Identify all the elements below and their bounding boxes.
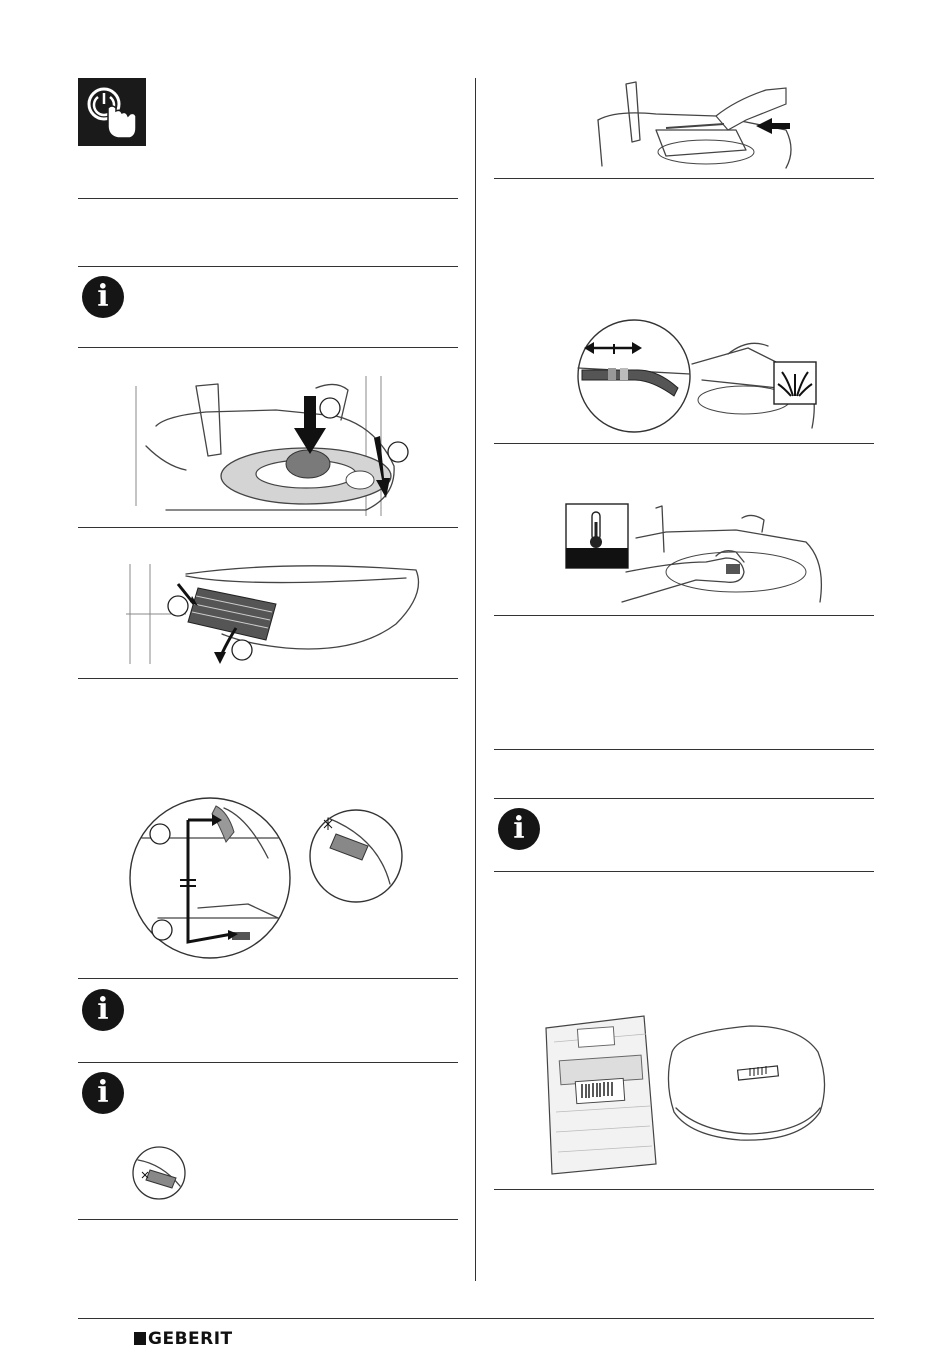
section-divider: [494, 615, 874, 616]
info-icon: i: [82, 1072, 124, 1114]
thermometer-icon: [590, 512, 602, 548]
section-divider: [78, 527, 458, 528]
section-divider: [78, 978, 458, 979]
section-divider: [494, 871, 874, 872]
footer-rule: [78, 1318, 874, 1319]
info-icon: i: [82, 989, 124, 1031]
temperature-adjust-illustration: [566, 502, 828, 606]
brand-name: GEBERIT: [148, 1329, 233, 1349]
info-icon: i: [498, 808, 540, 850]
logo-mark: [134, 1332, 146, 1345]
sensor-light-illustration: [132, 1146, 186, 1200]
section-divider: [78, 347, 458, 348]
brand-logo: [134, 1329, 233, 1349]
section-divider: [494, 749, 874, 750]
section-divider: [494, 178, 874, 179]
section-divider: [78, 198, 458, 199]
section-divider: [494, 1189, 874, 1190]
seat-lever-illustration: [596, 80, 802, 170]
power-touch-icon: [78, 78, 146, 146]
column-divider: [475, 78, 476, 1281]
registration-card-illustration: [540, 1012, 832, 1176]
info-icon: i: [82, 276, 124, 318]
section-divider: [78, 678, 458, 679]
seat-removal-illustration: [126, 376, 426, 520]
section-divider: [78, 1219, 458, 1220]
section-divider: [494, 443, 874, 444]
section-divider: [78, 266, 458, 267]
grille-removal-illustration: [126, 564, 436, 668]
section-divider: [78, 1062, 458, 1063]
sensor-distance-illustration: [128, 798, 404, 960]
nozzle-adjust-illustration: [578, 318, 820, 436]
section-divider: [494, 798, 874, 799]
